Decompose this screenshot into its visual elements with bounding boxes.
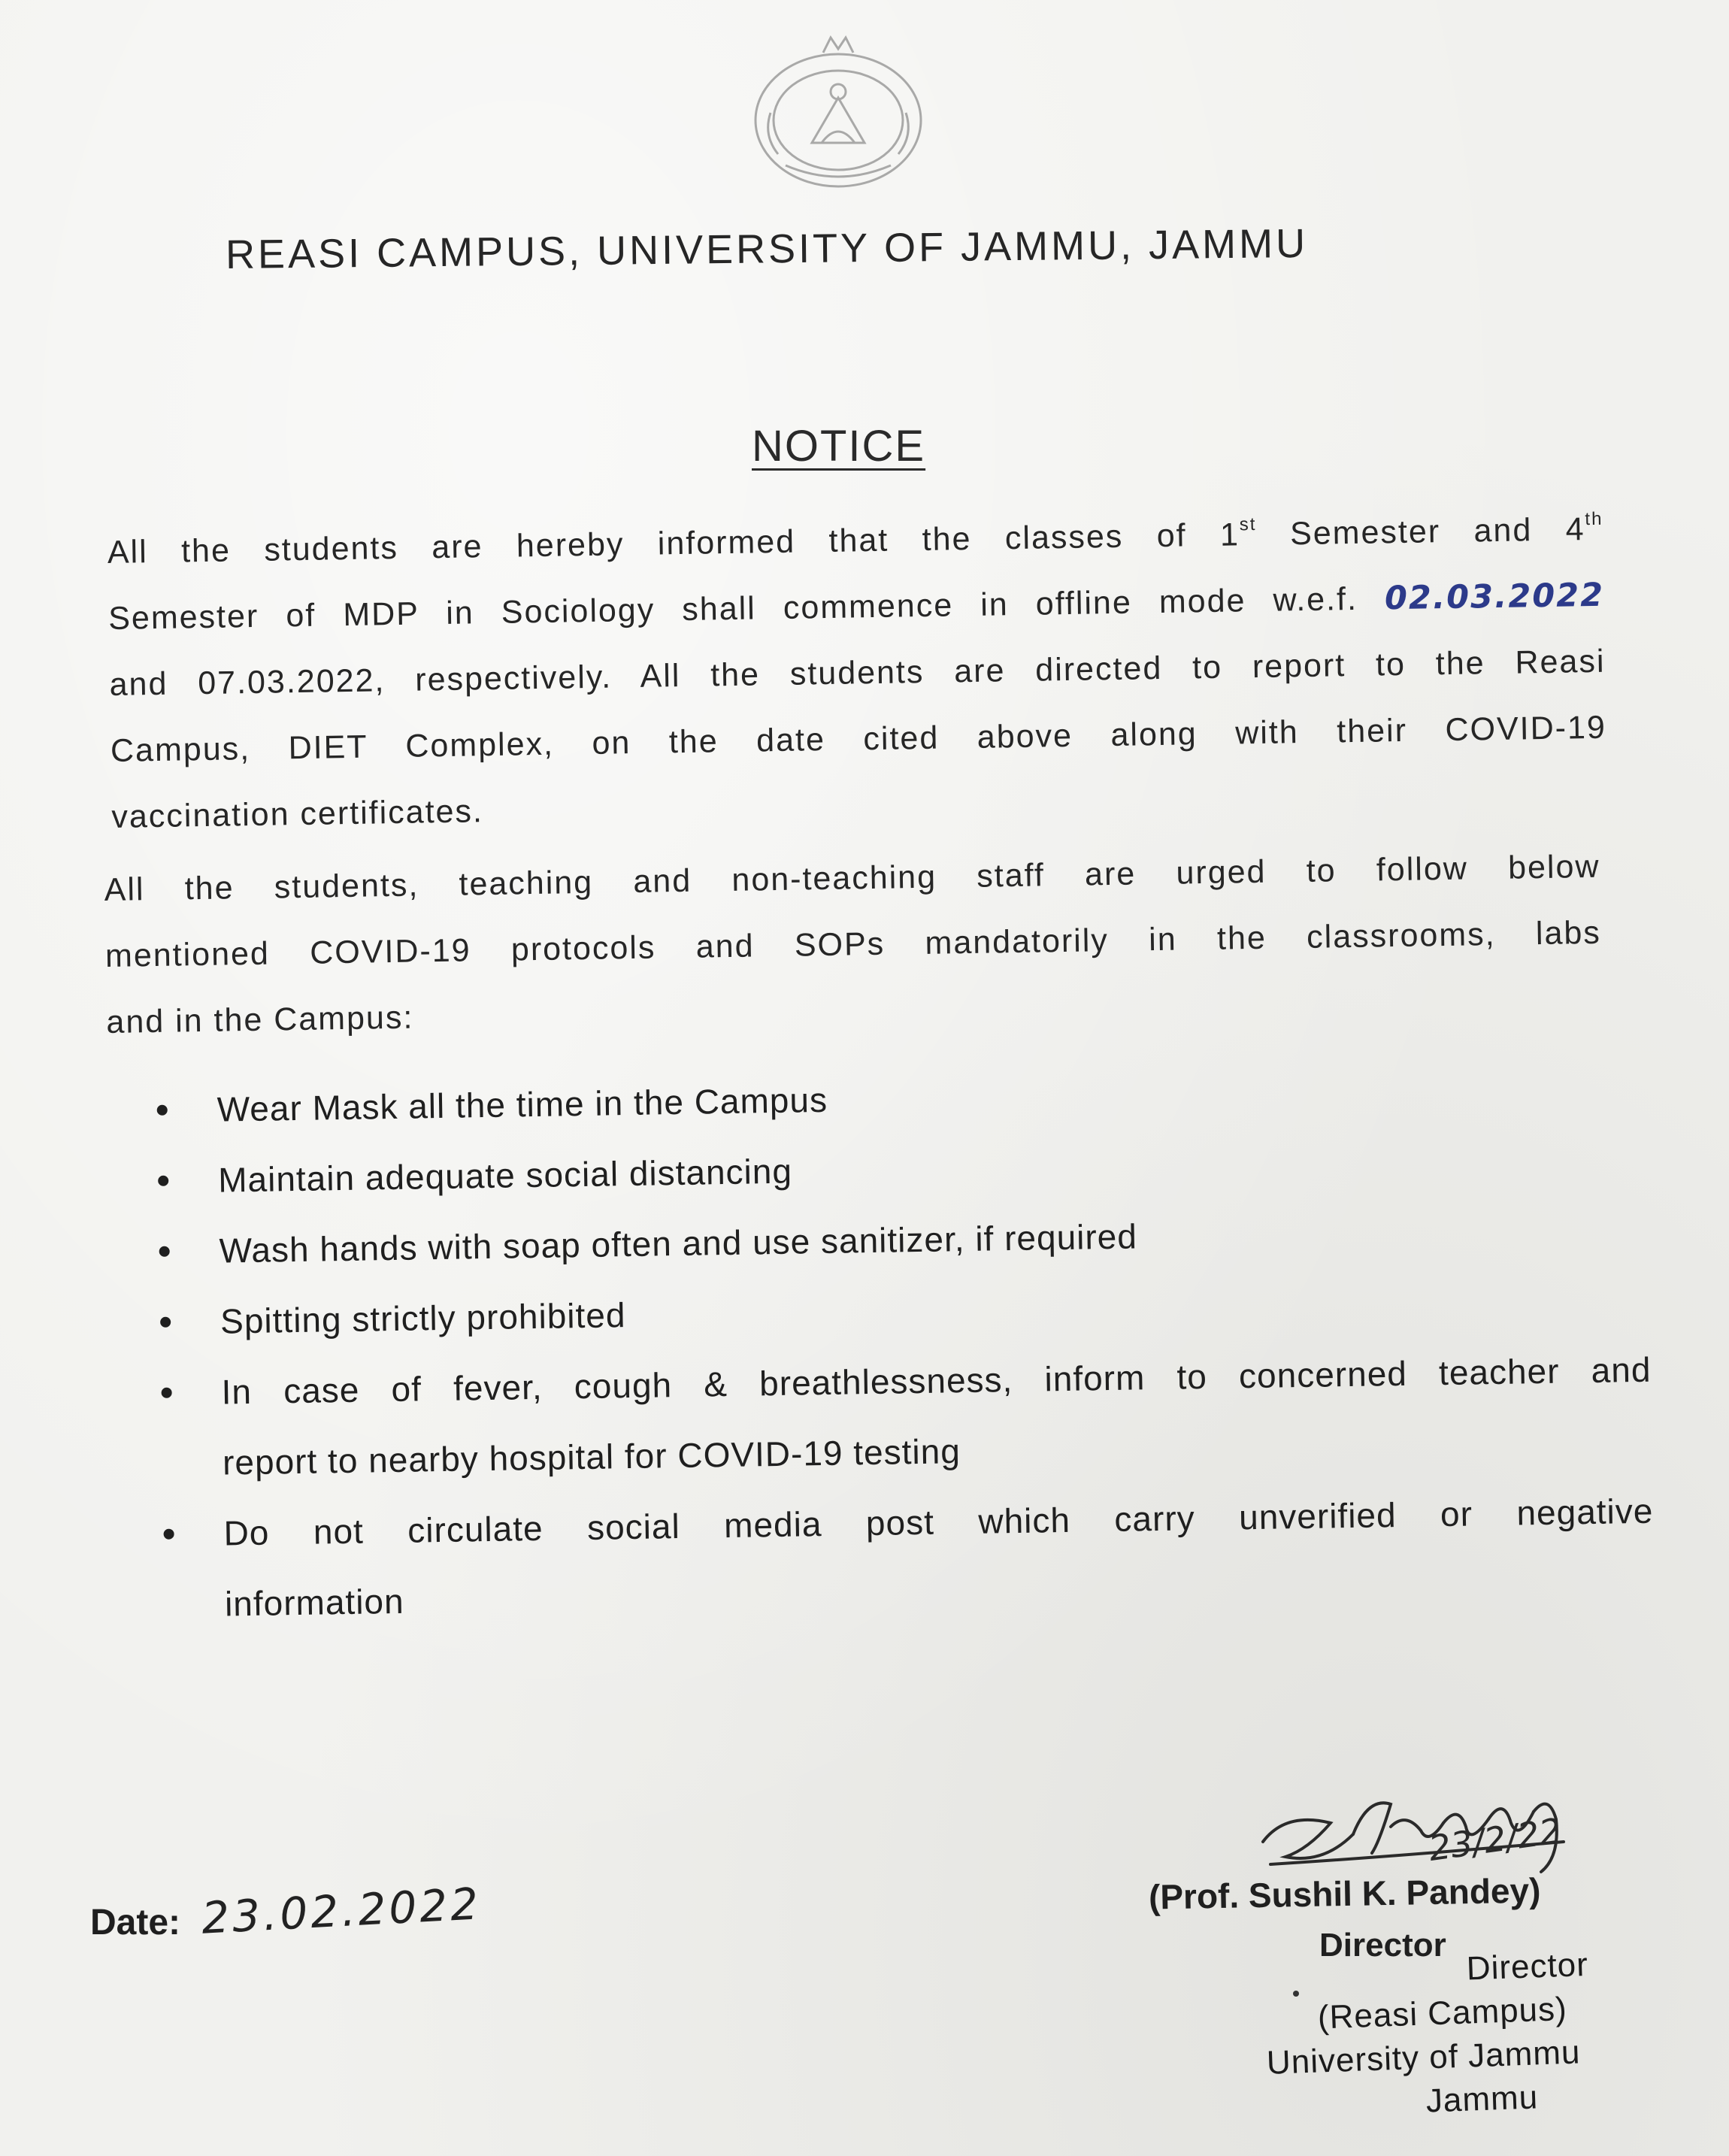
stamp-line-1: Director: [1465, 1946, 1589, 1988]
paragraph-1-line-5: vaccination certificates.: [111, 793, 484, 835]
signer-title: Director: [1319, 1927, 1446, 1964]
list-item: Do not circulate social media post which carry unverified or negative information: [157, 1476, 1655, 1640]
notice-paragraph-1: [107, 486, 1608, 850]
bullet-icon: [162, 1388, 172, 1398]
paragraph-1-line-4: Campus, DIET Complex, on the date cited above along with their COVID-19: [110, 709, 1607, 769]
handwritten-date: 23.02.2022: [200, 1878, 483, 1944]
bullet-icon: [159, 1246, 170, 1257]
handwritten-commence-date: 02.03.2022: [1384, 576, 1605, 618]
stamp-line-4: Jammu: [1425, 2079, 1539, 2120]
paragraph-2-line-3: and in the Campus:: [106, 999, 414, 1040]
notice-paragraph-2: [104, 834, 1603, 1055]
director-stamp: [1263, 1939, 1690, 2128]
paragraph-1-line-3: and 07.03.2022, respectively. All the students are directed to report to the Reasi: [109, 643, 1606, 703]
stamp-line-3: University of Jammu: [1266, 2033, 1582, 2082]
list-item: Maintain adequate social distancing: [151, 1122, 1648, 1216]
list-item: In case of fever, cough & breathlessness, inform to concerned teacher and report to nearby hospital for COVID-19 testing: [155, 1334, 1653, 1499]
stamp-line-2: (Reasi Campus): [1317, 1990, 1568, 2036]
date-label: Date:: [90, 1903, 181, 1943]
paragraph-2-line-2: mentioned COVID-19 protocols and SOPs mandatorily in the classrooms, labs: [104, 914, 1602, 974]
bullet-icon: [157, 1105, 168, 1116]
list-item: Wash hands with soap often and use sanitizer, if required: [153, 1193, 1649, 1287]
notice-heading: NOTICE: [752, 422, 926, 471]
bullet-icon: [160, 1317, 171, 1328]
university-emblem-icon: [740, 23, 936, 195]
organization-title: REASI CAMPUS, UNIVERSITY OF JAMMU, JAMMU: [225, 220, 1309, 277]
covid-protocol-list: [150, 1052, 1655, 1640]
bullet-icon: [163, 1529, 174, 1540]
list-item: Spitting strictly prohibited: [153, 1264, 1650, 1358]
paragraph-2-line-1: All the students, teaching and non-teaching staff are urged to follow below: [104, 848, 1600, 908]
signature-date: 23/2/22: [1426, 1809, 1564, 1870]
paragraph-1-line-2: Semester of MDP in Sociology shall commence in offline mode w.e.f. 02.03.2022: [107, 576, 1605, 637]
paragraph-1-line-1: All the students are hereby informed that the classes of 1st Semester and 4th: [107, 508, 1603, 571]
bullet-icon: [158, 1176, 168, 1186]
signer-name: (Prof. Sushil K. Pandey): [1148, 1870, 1541, 1917]
list-item: Wear Mask all the time in the Campus: [150, 1052, 1647, 1146]
